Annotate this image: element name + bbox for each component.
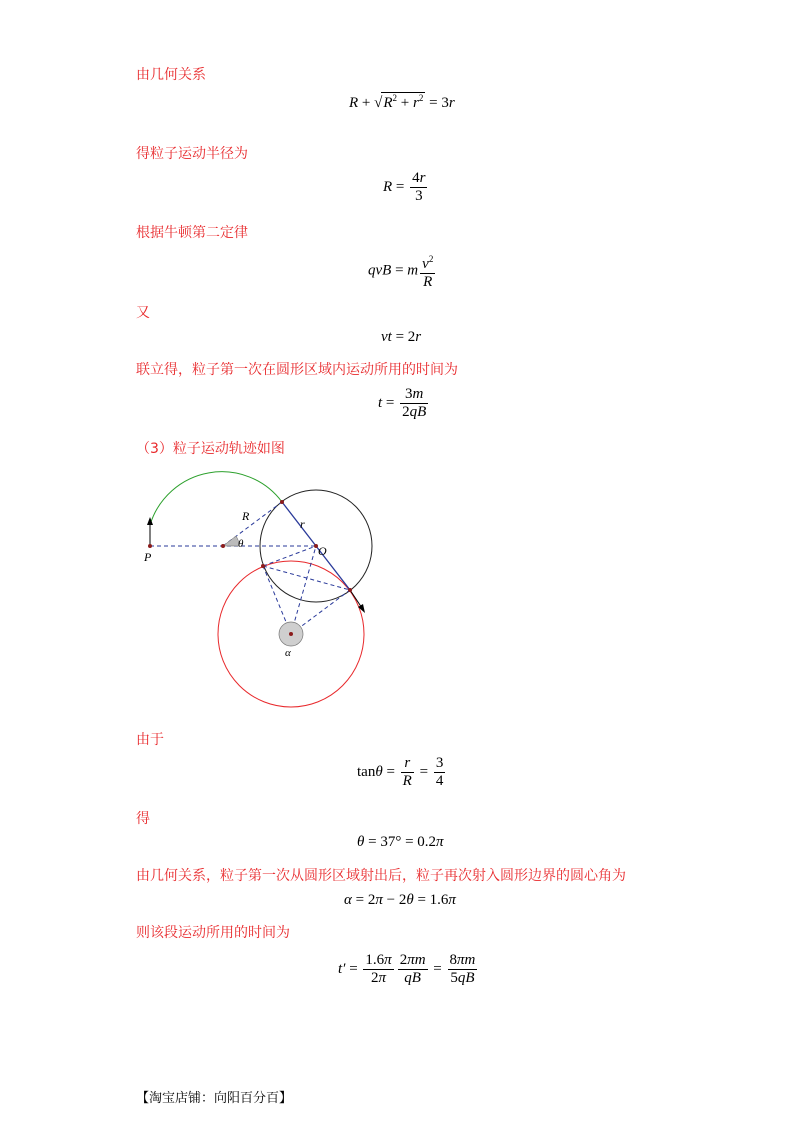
label-r: r [300,517,305,531]
text-get: 得 [136,811,150,827]
equation-5: t = $\frac{3m}{2qB}$ [378,386,427,420]
text-radius-result: 得粒子运动半径为 [136,146,248,162]
label-o: O [318,544,327,558]
green-arc [150,472,282,525]
equation-1: $R + √R^2 + r^2 = 3r$ [349,93,455,111]
label-R: R [242,509,250,523]
text-time-first: 联立得，粒子第一次在圆形区域内运动所用的时间为 [136,362,458,378]
dashed-o-2 [263,566,350,590]
point-exit [348,588,352,592]
label-alpha: α [285,647,291,659]
exit-arrow-line [350,590,362,608]
equation-4: vt = 2r [381,329,422,345]
text-because: 由于 [136,732,164,748]
dashed-alpha-3 [291,546,316,634]
text-geometry-relation: 由几何关系 [136,67,206,83]
equation-7: θ = 37° = 0.2π [357,834,444,850]
point-reentry [261,564,265,568]
theta-wedge [223,536,239,546]
point-p [148,544,152,548]
equation-9: t′ = $\frac{1.6\pi}{2\pi}$ $\frac{2\pi m}{qB}$ = $\frac{8\pi m}{5qB}$ [338,952,476,986]
text-also: 又 [136,305,150,321]
point-center-r [221,544,225,548]
equation-2: R = $\frac{4r}{3}$ [383,170,426,204]
footer-shop: 【淘宝店铺：向阳百分百】 [136,1091,293,1106]
equation-6: tanθ = $\frac{r}{R}$ = $\frac{3}{4}$ [357,755,444,789]
text-newton-law: 根据牛顿第二定律 [136,225,248,241]
label-theta: θ [238,538,244,550]
trajectory-diagram [130,465,380,715]
point-entry [280,500,284,504]
text-central-angle: 由几何关系，粒子第一次从圆形区域射出后，粒子再次射入圆形边界的圆心角为 [136,868,626,884]
label-p: P [144,550,152,564]
equation-8: α = 2π − 2θ = 1.6π [344,892,456,908]
equation-3: qvB = m $\frac{v^2}{R}$ [368,251,437,291]
point-alpha-center [289,632,293,636]
text-time-segment: 则该段运动所用的时间为 [136,925,290,941]
text-part3: （3）粒子运动轨迹如图 [136,441,285,457]
